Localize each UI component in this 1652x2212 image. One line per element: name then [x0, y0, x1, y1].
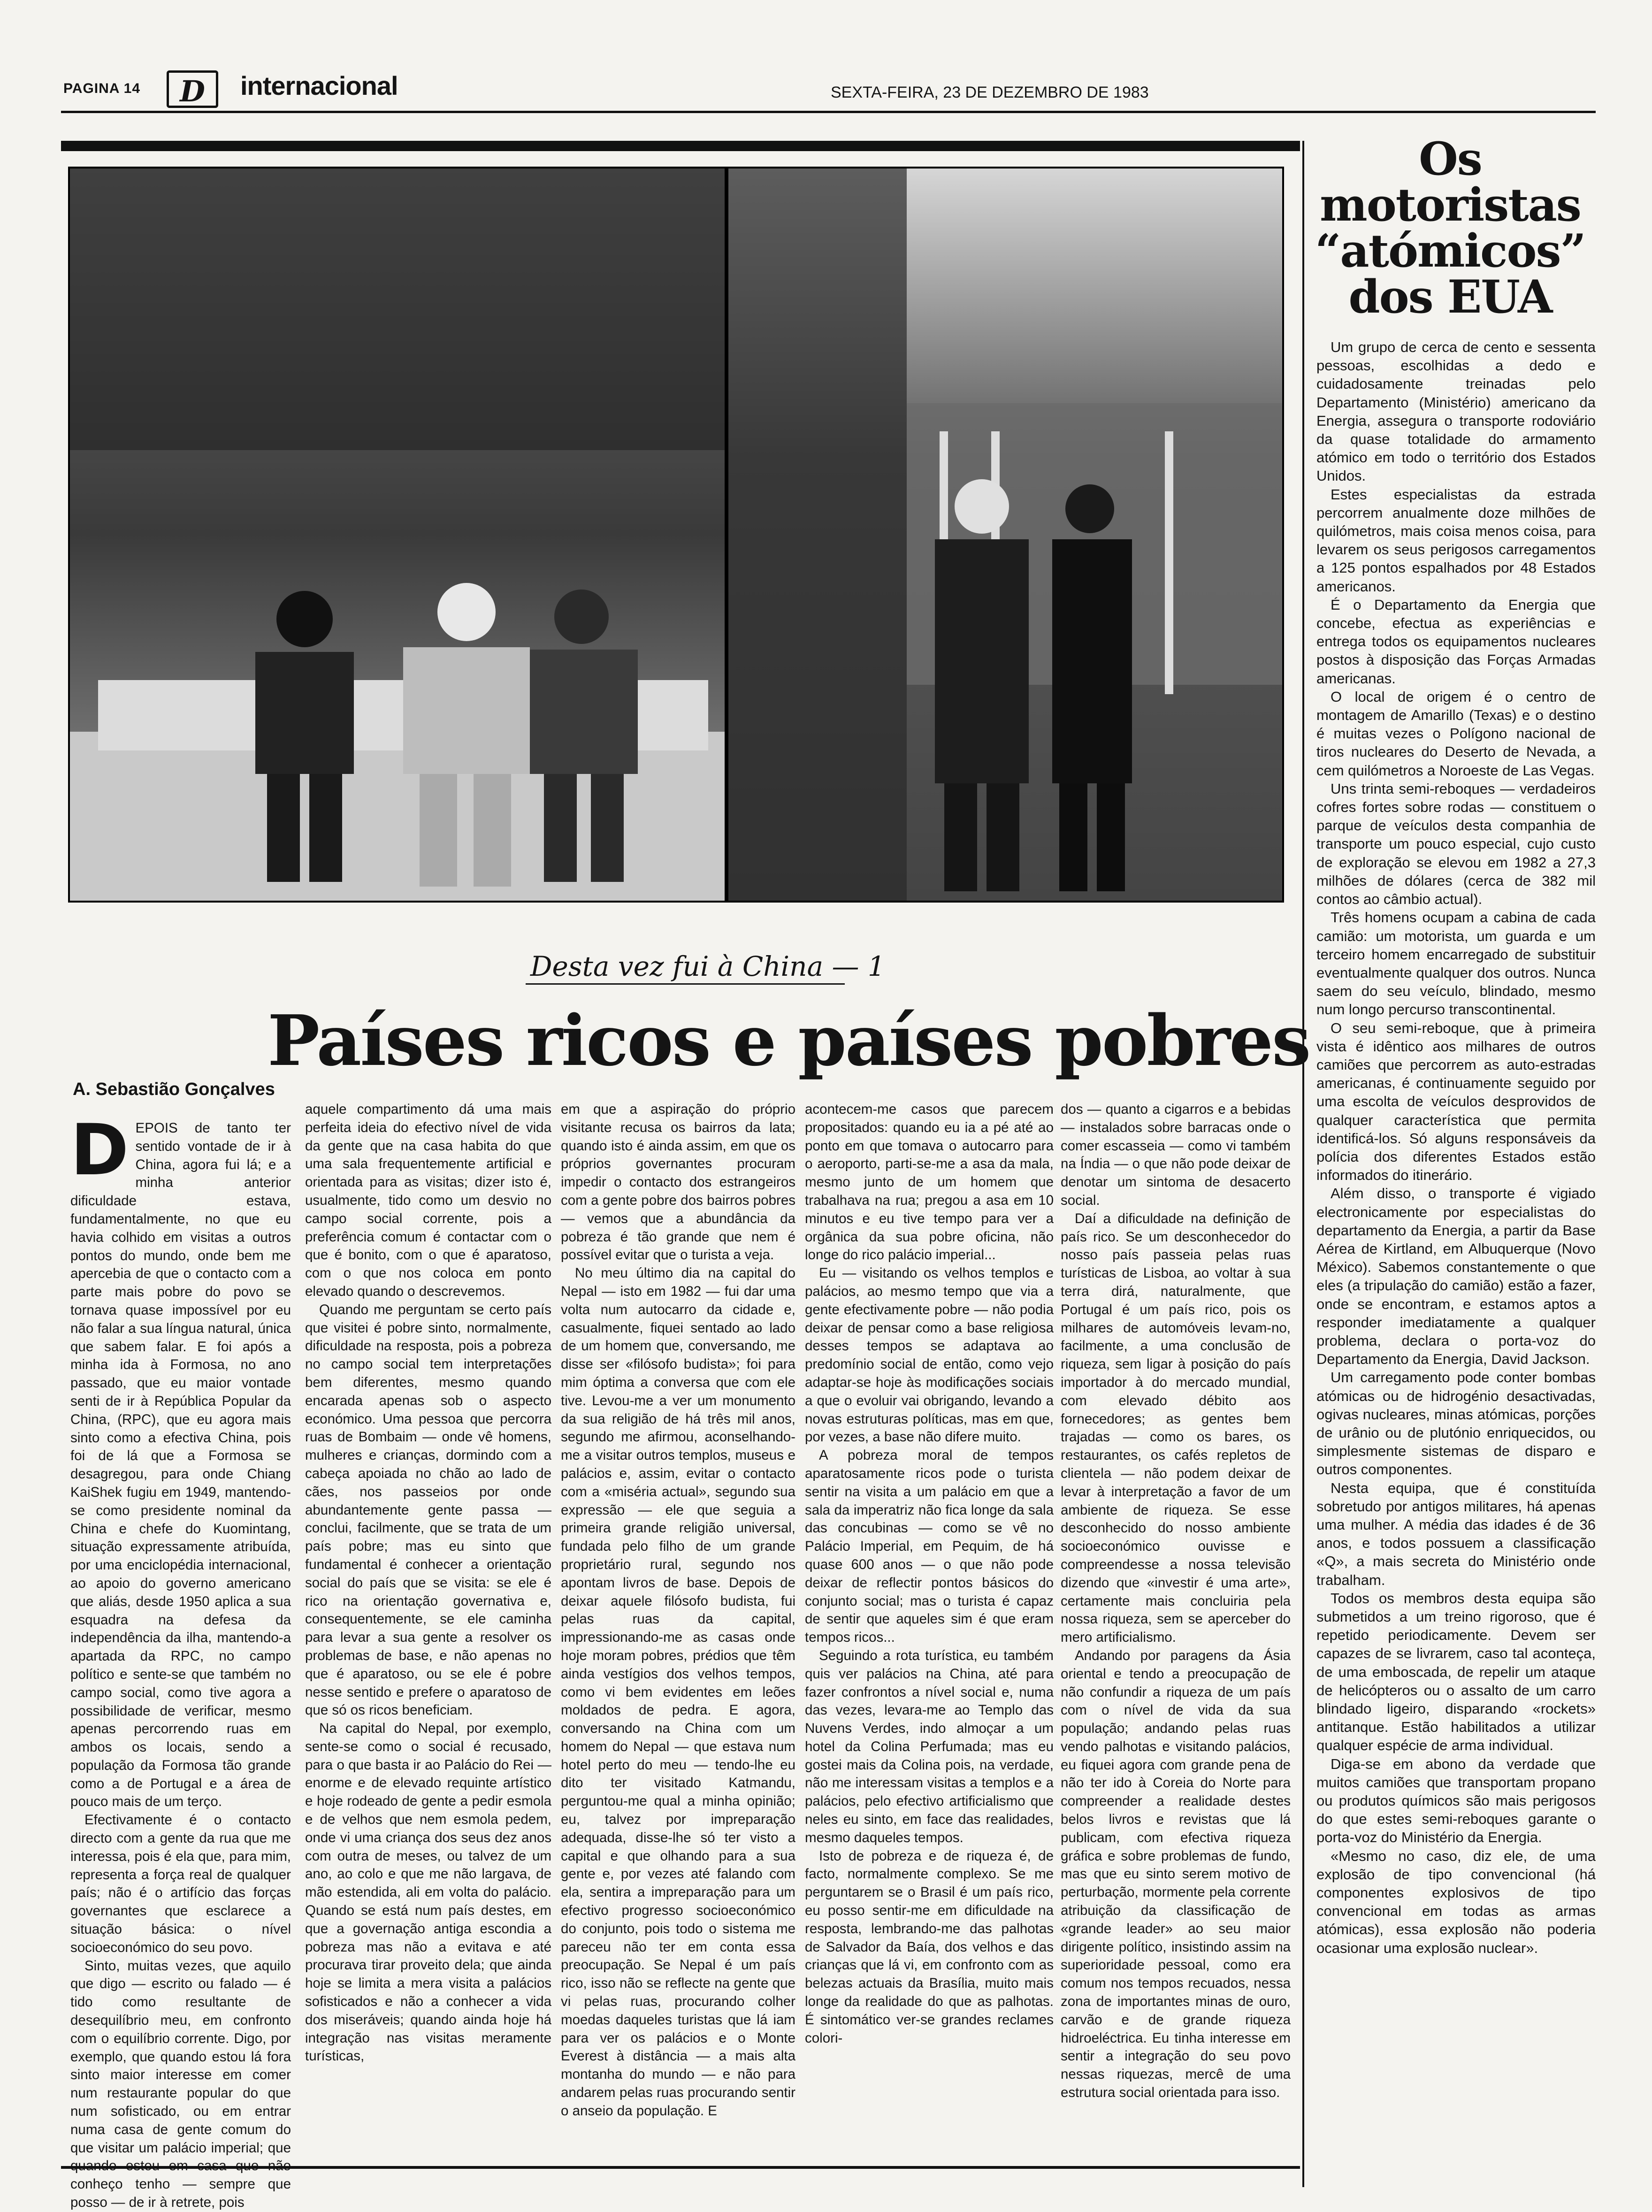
photo-three-men-seated: [68, 167, 727, 903]
paragraph: Uns trinta semi-reboques — verdadeiros cofres fortes sobre rodas — constituem o parque de veículos desta companhia de transporte um pouco especial, cujo custo de exploração se elevou em 1982 a 27,3 milhões de dólares (cerca de 382 mil contos ao câmbio actual).: [1316, 780, 1596, 908]
paragraph: Nesta equipa, que é constituída sobretudo por antigos militares, há apenas uma mulher. A média das idades é de 36 anos, e todos possuem a classificação «Q», a mais secreta do Ministério onde trabalham.: [1316, 1479, 1596, 1588]
paragraph: No meu último dia na capital do Nepal — isto em 1982 — fui dar uma volta num autocarro da cidade e, casualmente, fiquei sentado ao lado de um homem que, conversando, me disse ser «filósofo budista»; foi para mim óptima a conversa que com ele tive. Levou-me a ver um monumento da sua religião de há três mil anos, segundo me afirmou, aconselhando-me a visitar outros templos, museus e palácios e, assim, evitar o contacto com a «miséria actual», segundo sua expressão — ele que seguia a primeira grande religião universal, fundada pelo filho de um grande proprietário rural, segundo nos apontam livros de base. Depois de deixar aquele filósofo budista, fui pelas ruas da capital, impressionando-me as casas onde hoje moram pobres, prédios que têm ainda vestígios dos velhos tempos, como vi bem evidentes em leões moldados de pedra. E agora, conversando na China com um homem do Nepal — que estava num hotel perto do meu — tendo-lhe eu dito ter visitado Katmandu, perguntou-me qual a minha opinião; eu, talvez por impreparação adequada, disse-lhe só ter visto a capital e que olhando para a sua gente e, por vezes até falando com ela, sentira a impreparação para um efectivo progresso socioeconómico do conjunto, pois todo o sistema me pareceu não ter em conta essa preocupação. Se Nepal é um país rico, isso não se reflecte na gente que vi pelas ruas, procurando colher moedas daqueles turistas que lá iam para ver os palácios e o Monte Everest à distância — a mais alta montanha do mundo — e não para andarem pelas ruas procurando sentir o anseio da população. E: [561, 1265, 795, 2119]
paragraph: Seguindo a rota turística, eu também quis ver palácios na China, até para fazer confrontos a nível social e, numa das vezes, levara-me ao Templo das Nuvens Verdes, indo almoçar a um hotel da Colina Perfumada; mas eu gostei mais da Colina pois, na verdade, não me interessam visitas a templos e a palácios, pelo efectivo artificialismo que neles eu sinto, em face das realidades, mesmo daqueles tempos.: [805, 1647, 1054, 1845]
paragraph: Efectivamente é o contacto directo com a gente da rua que me interessa, pois é ela que, para mim, representa a força real de qualquer país; não é o artifício das forças governantes que esclarece a situação básica: o nível socioeconómico do seu povo.: [70, 1812, 291, 1955]
paragraph: Um grupo de cerca de cento e sessenta pessoas, escolhidas a dedo e cuidadosamente treinadas pelo Departamento (Ministério) americano da Energia, assegura o transporte rodoviário da quase totalidade do armamento atómico em todo o território dos Estados Unidos.: [1316, 339, 1596, 484]
paragraph: Estes especialistas da estrada percorrem anualmente doze milhões de quilómetros, mais coisa menos coisa, para levarem os seus perigosos carregamentos a 125 pontos espalhados por 48 Estados americanos.: [1316, 486, 1596, 595]
page-number: PAGINA 14: [63, 81, 141, 96]
article-headline: Países ricos e países pobres: [268, 1000, 1310, 1081]
paragraph: aquele compartimento dá uma mais perfeita ideia do efectivo nível de vida da gente que na casa habita do que uma sala frequentemente artificial e orientada para as visitas; dizer isto é, usualmente, tido como um desvio no campo social corrente, pois a preferência comum é contactar com o que é bonito, com o que é aparatoso, com o que nos coloca em ponto elevado quando o descrevemos.: [305, 1102, 551, 1299]
sidebar-title-line: motoristas: [1320, 178, 1581, 231]
paragraph: Todos os membros desta equipa são submetidos a um treino rigoroso, que é repetido periodicamente. Devem ser capazes de se livrarem, caso tal aconteça, de uma emboscada, de repelir um ataque de helicópteros ou o assalto de um carro blindado ligeiro, disparando «rockets» antitanque. Estão habilitados a utilizar qualquer espécie de arma individual.: [1316, 1590, 1596, 1754]
sidebar-title-line: dos EUA: [1348, 270, 1552, 323]
sidebar-divider: [1302, 141, 1304, 2187]
article-column-1: [70, 1110, 291, 2211]
paragraph: dos — quanto a cigarros e a bebidas — instalados sobre barracas onde o comer escasseia — como vi também na Índia — o que não pode deixar de denotar um sintoma de desacerto social.: [1061, 1102, 1291, 1208]
issue-date: SEXTA-FEIRA, 23 DE DEZEMBRO DE 1983: [831, 84, 1149, 101]
paragraph: Três homens ocupam a cabina de cada camião: um motorista, um guarda e um terceiro homem encarregado de substituir eventualmente qualquer dos outros. Nunca saem do seu veículo, blindado, mesmo num longo percurso transcontinental.: [1316, 909, 1596, 1018]
paragraph: Sinto, muitas vezes, que aquilo que digo — escrito ou falado — é tido como resultante de desequilíbrio meu, em confronto com o equilíbrio corrente. Digo, por exemplo, que quando estou lá fora sinto maior interesse em comer num restaurante popular do que num sofisticado, ou em entrar numa casa de gente comum do que visitar um palácio imperial; que conheço tenho — sempre que posso — de ir à retrete, pois: [70, 1958, 291, 2211]
dropcap: D: [70, 1110, 129, 1191]
article-column-2: [305, 1101, 551, 2185]
paragraph: Quando me perguntam se certo país que visitei é pobre sinto, normalmente, dificuldade na resposta, pois a pobreza no campo social tem interpretações bem diferentes, mesmo quando encarada apenas sob o aspecto económico. Uma pessoa que percorra ruas de Bombaim — onde vê homens, mulheres e crianças, dormindo com a cabeça apoiada no chão ao lado de cães, nos passeios por onde abundantemente gente passa — conclui, facilmente, que se trata de um país pobre; mas eu sinto que fundamental é conhecer a orientação social do país que se visita: se ele é rico na orientação governativa e, consequentemente, se ele caminha para levar a sua gente a resolver os problemas de base, e não apenas no que é aparatoso, ou se ele é pobre nesse sentido e prefere o aparatoso de que só os ricos beneficiam.: [305, 1301, 551, 1718]
article-column-3: [561, 1101, 795, 2185]
photo-two-men-standing: [727, 167, 1284, 903]
article-kicker: Desta vez fui à China — 1: [530, 950, 885, 982]
paragraph: Diga-se em abono da verdade que muitos camiões que transportam propano ou produtos químicos são mais perigosos do que estes semi-reboques garante o porta-voz do Ministério da Energia.: [1316, 1755, 1596, 1846]
article-column-4: [805, 1101, 1054, 2185]
paragraph: Um carregamento pode conter bombas atómicas ou de hidrogénio desactivadas, ogivas nucleares, minas atómicas, porções de urânio ou de plutónio enriquecidos, ou simplesmente sistemas de disparo e outros componentes.: [1316, 1369, 1596, 1478]
paragraph: O local de origem é o centro de montagem de Amarillo (Texas) e o destino é muitas vezes o Polígono nacional de tiros nucleares do Deserto de Nevada, a cem quilómetros a Noroeste de Las Vegas.: [1316, 688, 1596, 779]
paragraph: Andando por paragens da Ásia oriental e tendo a preocupação de não confundir a riqueza de um país com o nível de vida da sua população; andando pelas ruas vendo palhotas e visitando palácios, eu fiquei agora com grande pena de não ter ido à Coreia do Norte para compreender a realidade destes belos livros e revistas que lá publicam, com efectiva riqueza gráfica e sobre problemas de fundo, mas que eu sinto serem motivo de perturbação, mormente pela corrente atribuição da classificação de «grande leader» ao seu maior dirigente político, insistindo assim na superioridade pessoal, como era comum nos tempos recuados, nessa zona de importantes minas de ouro, carvão e de grande riqueza hidroeléctrica. Eu tinha interesse em sentir a integração do seu povo nessas riquezas, mercê de uma estrutura social orientada para isso.: [1061, 1647, 1291, 2101]
paragraph: acontecem-me casos que parecem propositados: quando eu ia a pé até ao ponto em que tomava o autocarro para o aeroporto, parti-se-me a asa da mala, mesmo junto de um homem que trabalhava na rua; pregou a asa em 10 minutos e eu tive tempo para ver a orgânica da sua pobre oficina, não longe do rico palácio imperial...: [805, 1102, 1054, 1263]
sidebar-title: [1305, 132, 1596, 323]
paragraph: Além disso, o transporte é vigiado electronicamente por especialistas do departamento da Energia, a partir da Base Aérea de Kirtland, em Albuquerque (Novo México). Sabemos constantemente o que eles (a tripulação do camião) estão a fazer, onde se encontram, e estamos aptos a responder imediatamente a qualquer problema, declara o porta-voz do Departamento da Energia, David Jackson.: [1316, 1185, 1596, 1368]
footer-rule: [61, 2166, 1300, 2169]
paragraph: em que a aspiração do próprio visitante recusa os bairros da lata; quando isto é ainda assim, em que os próprios governantes procuram impedir o contacto dos estrangeiros com a gente pobre dos bairros pobres — vemos que a abundância da pobreza é tão grande que nem é possível evitar que o turista a veja.: [561, 1102, 795, 1263]
paragraph: É o Departamento da Energia que concebe, efectua as experiências e entrega todos os equipamentos nucleares postos à disposição das Forças Armadas americanas.: [1316, 596, 1596, 687]
newspaper-logo: D: [167, 70, 218, 108]
sidebar-title-line: “atómicos”: [1315, 224, 1585, 277]
paragraph: Eu — visitando os velhos templos e palácios, ao mesmo tempo que via a gente efectivamente pobre — não podia deixar de pensar como a base religiosa desses tempos se adaptava ao predomínio social de então, como vejo adaptar-se hoje às modificações sociais a que o evoluir vai obrigando, levando a novas estruturas políticas, mas em que, por vezes, a base não difere muito.: [805, 1265, 1054, 1445]
header-rule: [61, 111, 1596, 113]
paragraph: Isto de pobreza e de riqueza é, de facto, normalmente complexo. Se me perguntarem se o Brasil é um país rico, eu posso sentir-me em dificuldade na resposta, lembrando-me das palhotas de Salvador da Baía, dos velhos e das crianças que lá vi, em confronto com as belezas actuais da Brasília, muito mais longe da realidade do que as palhotas. É sintomático ver-se grandes reclames colori-: [805, 1848, 1054, 2046]
paragraph: «Mesmo no caso, diz ele, de uma explosão de tipo convencional (há componentes explosivos de tipo convencional em todas as armas atómicas), essa explosão não poderia ocasionar uma explosão nuclear».: [1316, 1847, 1596, 1956]
section-title: internacional: [240, 71, 398, 100]
sidebar-body: [1316, 338, 1596, 2178]
paragraph: A pobreza moral de tempos aparatosamente ricos pode o turista sentir na visita a um palácio em que a sala da imperatriz não fica longe da sala das concubinas — como se vê no Palácio Imperial, em Pequim, de há quase 600 anos — o que não pode deixar de reflectir pontos básicos do conjunto social; mas o turista é capaz de sentir que aqueles sim é que eram tempos ricos...: [805, 1447, 1054, 1646]
paragraph: Daí a dificuldade na definição de país rico. Se um desconhecedor do nosso país passeia pelas ruas turísticas de Lisboa, ao voltar à sua terra dirá, naturalmente, que Portugal é um país rico, pois os milhares de automóveis levam-no, facilmente, a uma conclusão de riqueza, sem ligar à posição do país importador à do mercado mundial, com elevado débito aos fornecedores; as gentes bem trajadas — como os bares, os restaurantes, os cafés repletos de clientela — não podem deixar de levar à interpretação a favor de um ambiente de riqueza. Se esse desconhecido do nosso ambiente socioeconómico ouvisse e compreendesse a nossa televisão dizendo que «investir é uma arte», certamente mais concluiria pela nossa riqueza, sem se aperceber do mero artificialismo.: [1061, 1210, 1291, 1646]
paragraph: O seu semi-reboque, que à primeira vista é idêntico aos milhares de outros camiões que percorrem as auto-estradas americanas, é continuamente seguido por uma escolta de veículos desprovidos de qualquer característica que permita identificá-los. Só alguns responsáveis da polícia dos diferentes Estados estão informados do itinerário.: [1316, 1019, 1596, 1184]
article-column-5: [1061, 1101, 1291, 2185]
paragraph: Na capital do Nepal, por exemplo, sente-se como o social é recusado, para o que basta ir ao Palácio do Rei — enorme e de elevado requinte artístico e hoje rodeado de gente a pedir esmola e de velhos que nem esmola pedem, onde vi uma criança dos seus dez anos com outra de meses, ou talvez de um ano, ao colo e que me não largava, de mão estendida, ali em volta do palácio. Quando se está num país destes, em que a governação antiga escondia a pobreza mas não a evitava e até procurava tirar proveito dela; que ainda hoje se limita a mera visita a palácios sofisticados e não a conhecer a vida dos miseráveis; quando ainda hoje há integração nas visitas meramente turísticas,: [305, 1721, 551, 2064]
kicker-underline: [526, 983, 845, 985]
photo-two-men-image: [728, 168, 1282, 901]
sidebar-title-line: Os: [1419, 132, 1482, 185]
photo-three-men-image: [70, 168, 725, 901]
article-byline: A. Sebastião Gonçalves: [73, 1079, 275, 1099]
paragraph: EPOIS de tanto ter sentido vontade de ir à China, agora fui lá; e a minha anterior dificuldade estava, fundamentalmente, no que eu havia colhido em visitas a outros pontos do mundo, onde bem me apercebia de que o contacto com a parte mais pobre do povo se tornava quase impossível por eu não falar a sua língua natural, única que sabem falar. E foi após a minha ida à Formosa, no ano passado, que eu maior vontade senti de ir à República Popular da China, (RPC), que eu agora mais sinto como a efectiva China, pois foi de lá que a Formosa se desagregou, para onde Chiang KaiShek fugiu em 1949, mantendo-se como presidente nominal da China e chefe do Kuomintang, situação expressamente atribuída, por uma enciclopédia internacional, ao apoio do governo americano que aliás, desde 1950 aplica a sua esquadra na defesa da independência da ilha, mantendo-a apartada da RPC, no campo político e sente-se que também no campo social, como tive agora a possibilidade de verificar, mesmo apenas percorrendo ruas em ambos os locais, sendo a população da Formosa tão grande como a de Portugal e a área de pouco mais de um terço.: [70, 1120, 291, 1810]
photo-top-rule: [61, 141, 1300, 151]
